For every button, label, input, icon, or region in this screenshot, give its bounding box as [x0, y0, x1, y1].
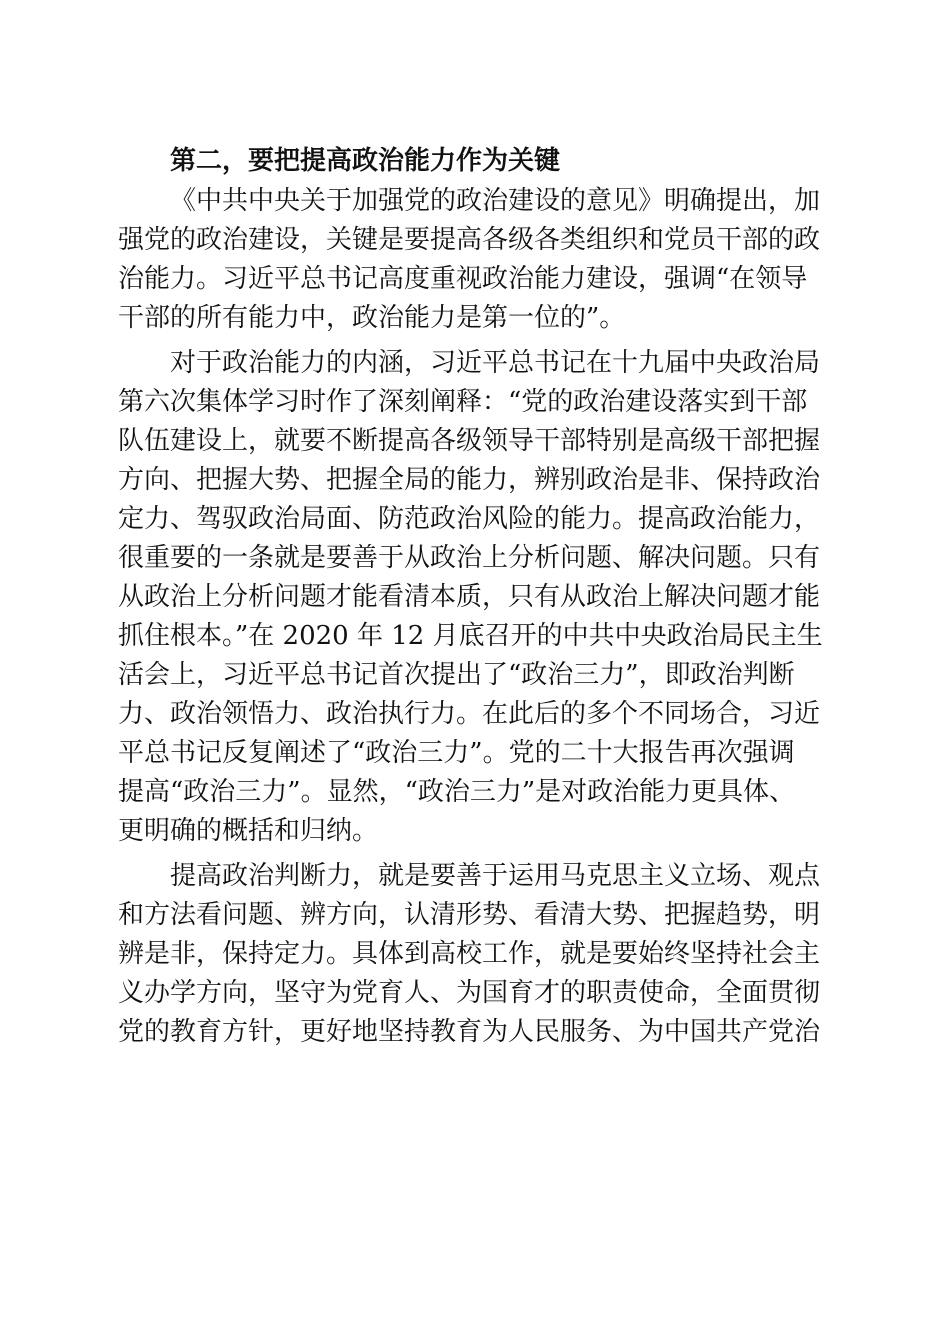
paragraph-line: 方向、把握大势、把握全局的能力，辨别政治是非、保持政治 [118, 465, 821, 495]
paragraph-line: 治能力。习近平总书记高度重视政治能力建设，强调“在领导 [118, 264, 808, 294]
paragraph-line: 很重要的一条就是要善于从政治上分析问题、解决问题。只有 [118, 543, 821, 573]
paragraph-line: 对于政治能力的内涵，习近平总书记在十九届中央政治局 [170, 348, 821, 378]
paragraph-line: 活会上，习近平总书记首次提出了“政治三力”，即政治判断 [118, 660, 795, 690]
paragraph-3 [118, 857, 832, 1052]
paragraph-line: 定力、驾驭政治局面、防范政治风险的能力。提高政治能力， [118, 504, 821, 534]
paragraph-line: 强党的政治建设，关键是要提高各级各类组织和党员干部的政 [118, 225, 821, 255]
paragraph-line: 第六次集体学习时作了深刻阐释：“党的政治建设落实到干部 [118, 387, 808, 417]
document-body [118, 142, 832, 1052]
paragraph-line: 和方法看问题、辨方向，认清形势、看清大势、把握趋势，明 [118, 900, 821, 930]
paragraph-line: 提高政治判断力，就是要善于运用马克思主义立场、观点 [170, 861, 821, 891]
paragraph-line: 抓住根本。”在 2020 年 12 月底召开的中共中央政治局民主生 [118, 621, 823, 651]
section-heading: 第二，要把提高政治能力作为关键 [170, 146, 561, 176]
paragraph-line: 队伍建设上，就要不断提高各级领导干部特别是高级干部把握 [118, 426, 821, 456]
paragraph-line: 党的教育方针，更好地坚持教育为人民服务、为中国共产党治 [118, 1017, 821, 1047]
paragraph-2 [118, 344, 832, 851]
paragraph-line: 辨是非，保持定力。具体到高校工作，就是要始终坚持社会主 [118, 939, 821, 969]
paragraph-line: 平总书记反复阐述了“政治三力”。党的二十大报告再次强调 [118, 738, 795, 768]
paragraph-line: 更明确的概括和归纳。 [118, 816, 379, 846]
paragraph-line: 干部的所有能力中，政治能力是第一位的”。 [118, 303, 626, 333]
paragraph-line: 义办学方向，坚守为党育人、为国育才的职责使命，全面贯彻 [118, 978, 821, 1008]
paragraph-line: 《中共中央关于加强党的政治建设的意见》明确提出，加 [170, 186, 821, 216]
paragraph-line: 力、政治领悟力、政治执行力。在此后的多个不同场合，习近 [118, 699, 821, 729]
paragraph-1 [118, 182, 832, 338]
paragraph-line: 提高“政治三力”。显然，“政治三力”是对政治能力更具体、 [118, 777, 796, 807]
paragraph-line: 从政治上分析问题才能看清本质，只有从政治上解决问题才能 [118, 582, 821, 612]
